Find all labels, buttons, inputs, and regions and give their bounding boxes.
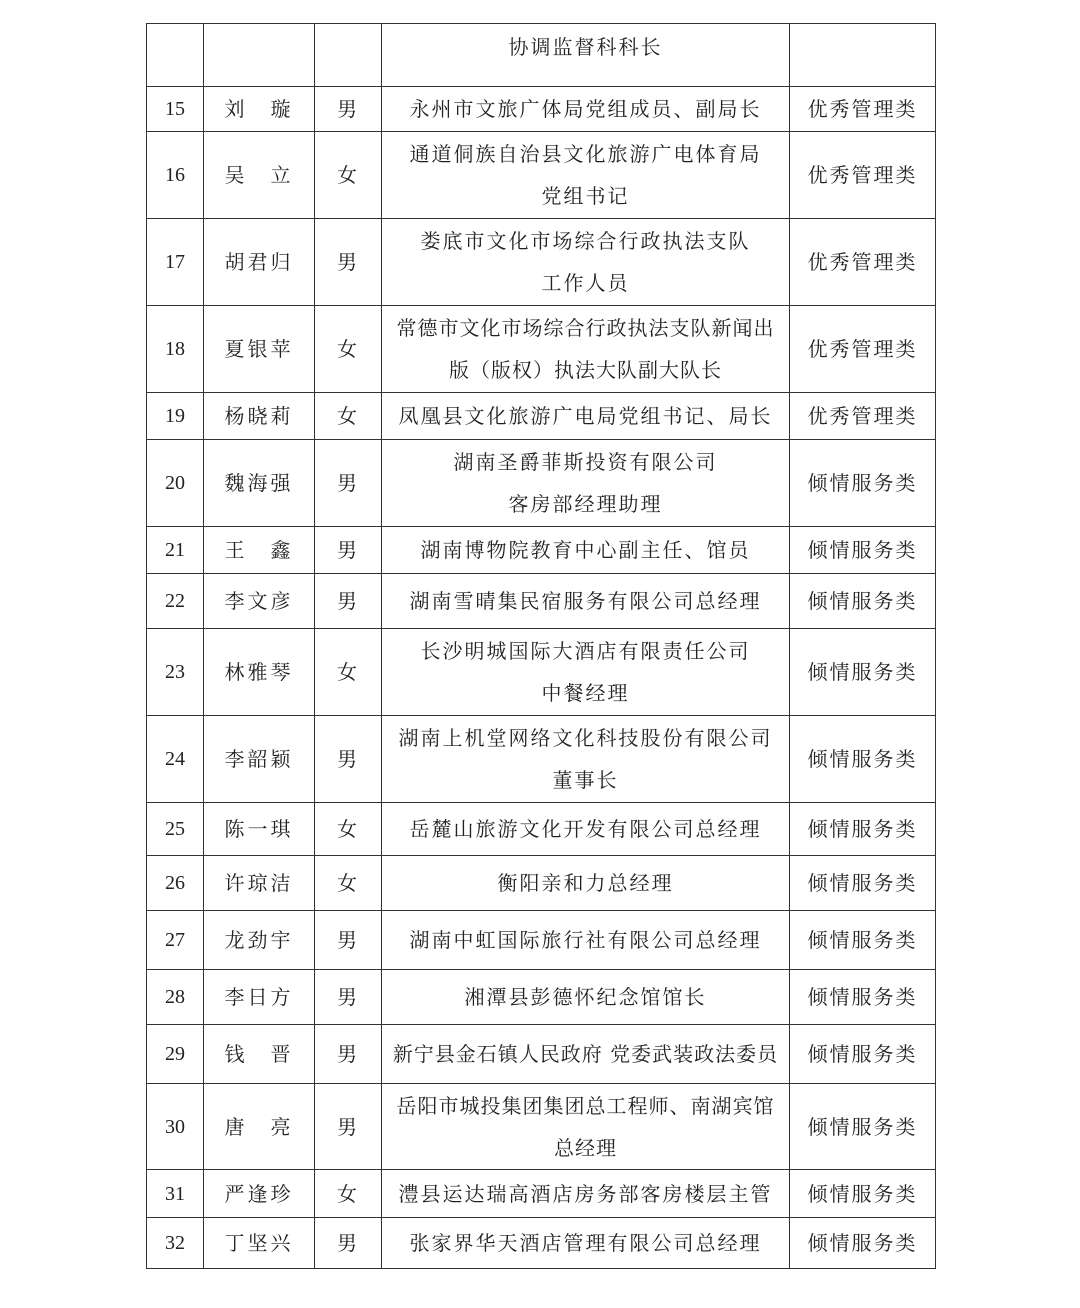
- category: 倾情服务类: [790, 911, 936, 970]
- row-number: 26: [147, 856, 204, 911]
- gender: 女: [315, 393, 382, 440]
- unit-line: 常德市文化市场综合行政执法支队新闻出: [396, 316, 775, 340]
- table-row: [147, 629, 936, 716]
- table-row: [147, 574, 936, 629]
- person-name: 胡君归: [204, 219, 315, 306]
- unit-line: 协调监督科科长: [508, 35, 663, 59]
- gender: 男: [315, 87, 382, 132]
- unit-position: [382, 856, 790, 911]
- person-name: 严逢珍: [204, 1170, 315, 1218]
- category: 倾情服务类: [790, 970, 936, 1025]
- person-name: 吴 立: [204, 132, 315, 219]
- category: 优秀管理类: [790, 219, 936, 306]
- gender: 女: [315, 803, 382, 856]
- category: 倾情服务类: [790, 1218, 936, 1269]
- gender: 女: [315, 856, 382, 911]
- unit-position: [382, 1170, 790, 1218]
- unit-line: 湖南雪晴集民宿服务有限公司总经理: [409, 589, 762, 613]
- gender: 男: [315, 970, 382, 1025]
- unit-position: [382, 219, 790, 306]
- table-row: [147, 856, 936, 911]
- category: 优秀管理类: [790, 87, 936, 132]
- row-number: 21: [147, 527, 204, 574]
- gender: 男: [315, 1218, 382, 1269]
- row-number: 17: [147, 219, 204, 306]
- unit-position: [382, 629, 790, 716]
- table-row: [147, 306, 936, 393]
- unit-position: [382, 393, 790, 440]
- table-row: [147, 970, 936, 1025]
- row-number: 18: [147, 306, 204, 393]
- unit-line: 湖南中虹国际旅行社有限公司总经理: [409, 928, 762, 952]
- unit-line: 新宁县金石镇人民政府 党委武装政法委员: [392, 1042, 779, 1066]
- row-number: 23: [147, 629, 204, 716]
- unit-line: 版（版权）执法大队副大队长: [449, 358, 722, 382]
- category: 倾情服务类: [790, 803, 936, 856]
- unit-line: 岳麓山旅游文化开发有限公司总经理: [409, 817, 762, 841]
- person-name: 李韶颖: [204, 716, 315, 803]
- person-name: 李日方: [204, 970, 315, 1025]
- unit-position: [382, 87, 790, 132]
- table-row: [147, 132, 936, 219]
- unit-line: 张家界华天酒店管理有限公司总经理: [409, 1231, 762, 1255]
- table-row: [147, 716, 936, 803]
- table-row: [147, 911, 936, 970]
- person-name: 李文彦: [204, 574, 315, 629]
- gender: 男: [315, 1084, 382, 1170]
- table-row: [147, 1025, 936, 1084]
- row-number: [147, 24, 204, 87]
- unit-position: [382, 911, 790, 970]
- unit-position: [382, 132, 790, 219]
- table-row: [147, 219, 936, 306]
- unit-line: 湘潭县彭德怀纪念馆馆长: [464, 985, 707, 1009]
- gender: 女: [315, 306, 382, 393]
- category: [790, 24, 936, 87]
- table-row: [147, 24, 936, 87]
- unit-line: 湖南圣爵菲斯投资有限公司: [453, 450, 718, 474]
- person-name: 许琼洁: [204, 856, 315, 911]
- unit-line: 湖南上机堂网络文化科技股份有限公司: [398, 726, 773, 750]
- unit-position: [382, 574, 790, 629]
- person-name: [204, 24, 315, 87]
- row-number: 15: [147, 87, 204, 132]
- person-name: 魏海强: [204, 440, 315, 527]
- unit-line: 工作人员: [541, 271, 630, 295]
- row-number: 29: [147, 1025, 204, 1084]
- unit-position: [382, 306, 790, 393]
- table-row: [147, 1084, 936, 1170]
- row-number: 32: [147, 1218, 204, 1269]
- person-name: 龙劲宇: [204, 911, 315, 970]
- category: 倾情服务类: [790, 1170, 936, 1218]
- table-row: [147, 87, 936, 132]
- row-number: 27: [147, 911, 204, 970]
- person-name: 王 鑫: [204, 527, 315, 574]
- unit-line: 衡阳亲和力总经理: [497, 871, 674, 895]
- category: 倾情服务类: [790, 1084, 936, 1170]
- gender: 女: [315, 132, 382, 219]
- gender: 男: [315, 219, 382, 306]
- row-number: 16: [147, 132, 204, 219]
- unit-position: [382, 716, 790, 803]
- category: 优秀管理类: [790, 393, 936, 440]
- category: 倾情服务类: [790, 527, 936, 574]
- category: 倾情服务类: [790, 716, 936, 803]
- gender: 男: [315, 574, 382, 629]
- gender: 男: [315, 716, 382, 803]
- table-row: [147, 527, 936, 574]
- person-name: 林雅琴: [204, 629, 315, 716]
- unit-position: [382, 440, 790, 527]
- category: 倾情服务类: [790, 1025, 936, 1084]
- category: 倾情服务类: [790, 574, 936, 629]
- gender: 女: [315, 629, 382, 716]
- unit-line: 通道侗族自治县文化旅游广电体育局: [409, 142, 762, 166]
- table-row: [147, 1170, 936, 1218]
- row-number: 19: [147, 393, 204, 440]
- gender: 男: [315, 527, 382, 574]
- row-number: 24: [147, 716, 204, 803]
- table-row: [147, 393, 936, 440]
- unit-line: 凤凰县文化旅游广电局党组书记、局长: [398, 404, 773, 428]
- gender: 男: [315, 1025, 382, 1084]
- unit-position: [382, 1084, 790, 1170]
- honor-list-table: [146, 23, 936, 1269]
- gender: 男: [315, 440, 382, 527]
- person-name: 钱 晋: [204, 1025, 315, 1084]
- gender: [315, 24, 382, 87]
- category: 倾情服务类: [790, 629, 936, 716]
- unit-position: [382, 1025, 790, 1084]
- unit-line: 岳阳市城投集团集团总工程师、南湖宾馆: [396, 1093, 775, 1118]
- row-number: 25: [147, 803, 204, 856]
- unit-line: 湖南博物院教育中心副主任、馆员: [420, 538, 751, 562]
- row-number: 28: [147, 970, 204, 1025]
- unit-position: [382, 970, 790, 1025]
- row-number: 31: [147, 1170, 204, 1218]
- unit-line: 董事长: [552, 768, 619, 792]
- unit-position: [382, 803, 790, 856]
- person-name: 丁坚兴: [204, 1218, 315, 1269]
- row-number: 22: [147, 574, 204, 629]
- unit-position: [382, 1218, 790, 1269]
- unit-position: [382, 24, 790, 87]
- unit-line: 澧县运达瑞高酒店房务部客房楼层主管: [398, 1181, 773, 1206]
- gender: 女: [315, 1170, 382, 1218]
- unit-position: [382, 527, 790, 574]
- category: 倾情服务类: [790, 856, 936, 911]
- unit-line: 客房部经理助理: [508, 492, 663, 516]
- person-name: 唐 亮: [204, 1084, 315, 1170]
- gender: 男: [315, 911, 382, 970]
- category: 倾情服务类: [790, 440, 936, 527]
- unit-line: 总经理: [554, 1135, 617, 1160]
- unit-line: 永州市文旅广体局党组成员、副局长: [409, 97, 762, 121]
- unit-line: 娄底市文化市场综合行政执法支队: [420, 229, 751, 253]
- table-row: [147, 803, 936, 856]
- person-name: 刘 璇: [204, 87, 315, 132]
- person-name: 夏银苹: [204, 306, 315, 393]
- table-row: [147, 440, 936, 527]
- table-body: [147, 24, 936, 1269]
- category: 优秀管理类: [790, 306, 936, 393]
- unit-line: 党组书记: [541, 184, 630, 208]
- person-name: 杨晓莉: [204, 393, 315, 440]
- unit-line: 中餐经理: [541, 681, 630, 705]
- row-number: 30: [147, 1084, 204, 1170]
- row-number: 20: [147, 440, 204, 527]
- category: 优秀管理类: [790, 132, 936, 219]
- table-row: [147, 1218, 936, 1269]
- person-name: 陈一琪: [204, 803, 315, 856]
- unit-line: 长沙明城国际大酒店有限责任公司: [420, 639, 751, 663]
